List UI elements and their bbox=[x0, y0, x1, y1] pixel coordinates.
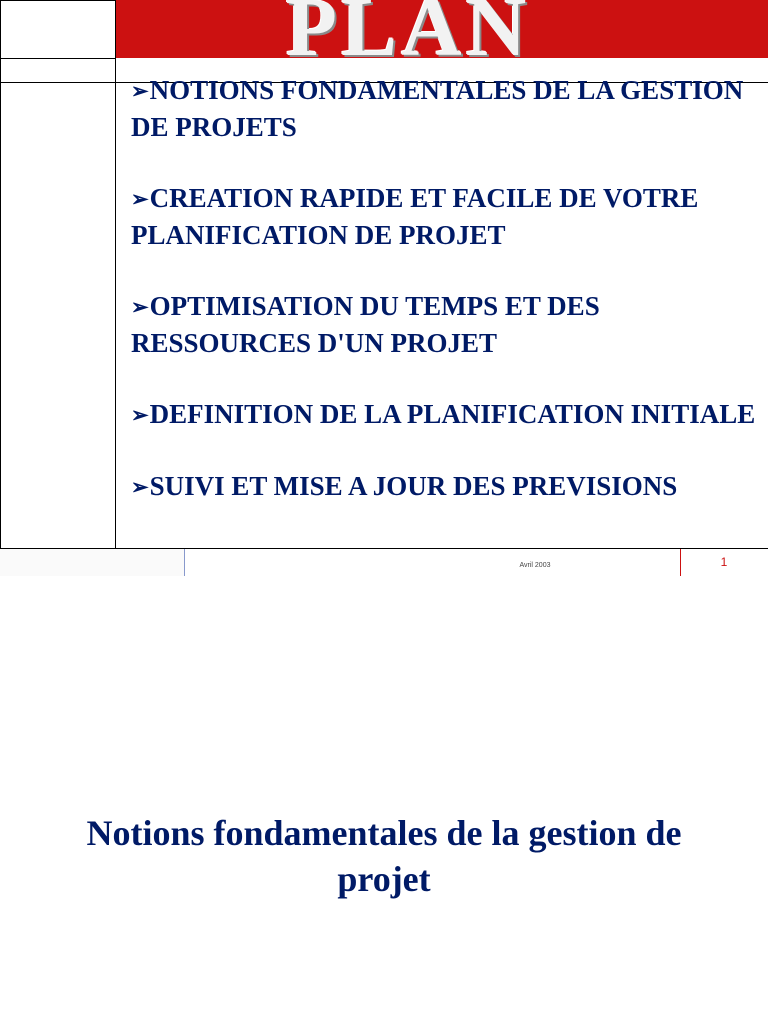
bullet-list bbox=[131, 72, 761, 540]
page-number: 1 bbox=[720, 555, 728, 569]
bullet-item bbox=[131, 468, 761, 505]
footer-strip bbox=[0, 549, 184, 576]
grid-line-h1 bbox=[0, 58, 116, 59]
bullet-item bbox=[131, 396, 761, 433]
arrow-bullet-icon: ➢ bbox=[131, 187, 149, 211]
bullet-text: CREATION RAPIDE ET FACILE DE VOTRE PLANIFICATION DE PROJET bbox=[131, 183, 699, 250]
bullet-text: SUIVI ET MISE A JOUR DES PREVISIONS bbox=[149, 471, 678, 501]
arrow-bullet-icon: ➢ bbox=[131, 295, 149, 319]
bullet-text: OPTIMISATION DU TEMPS ET DES RESSOURCES D'UN PROJET bbox=[131, 291, 600, 358]
slide-section-title bbox=[0, 576, 768, 1024]
section-title: Notions fondamentales de la gestion de projet bbox=[86, 813, 682, 899]
bullet-item bbox=[131, 180, 761, 253]
bullet-text: NOTIONS FONDAMENTALES DE LA GESTION DE PROJETS bbox=[131, 75, 744, 142]
bullet-text: DEFINITION DE LA PLANIFICATION INITIALE bbox=[149, 399, 756, 429]
footer-divider-right bbox=[680, 549, 681, 576]
footer-divider-left bbox=[184, 549, 185, 576]
arrow-bullet-icon: ➢ bbox=[131, 79, 149, 103]
arrow-bullet-icon: ➢ bbox=[131, 403, 149, 427]
grid-line-top bbox=[0, 0, 116, 1]
slide-title: PLAN bbox=[285, 0, 531, 74]
arrow-bullet-icon: ➢ bbox=[131, 475, 149, 499]
bullet-item bbox=[131, 72, 761, 145]
footer-date: Avril 2003 bbox=[519, 562, 551, 569]
bullet-item bbox=[131, 288, 761, 361]
